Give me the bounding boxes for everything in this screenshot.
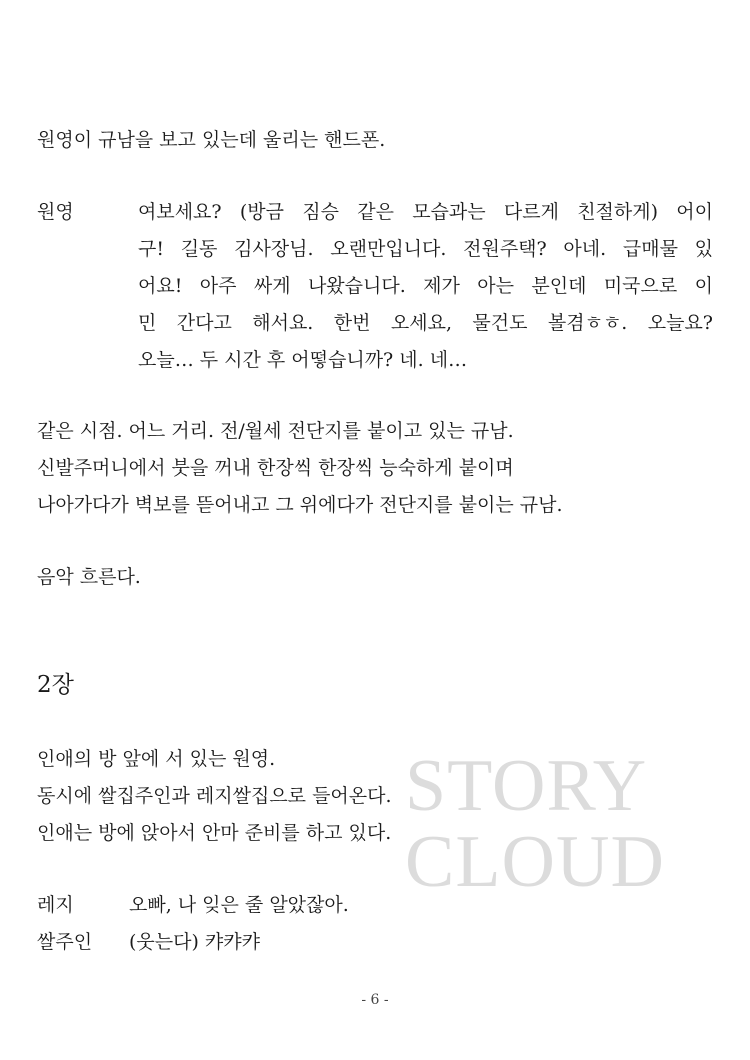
dialogue-line-2: 구! 길동 김사장님. 오랜만입니다. 전원주택? 아네. 급매물 있 xyxy=(138,238,713,260)
dialogue-speaker-reji: 레지 xyxy=(37,894,74,916)
page-number: - 6 - xyxy=(361,992,389,1008)
scene1-action2-line-3: 나아가다가 벽보를 뜯어내고 그 위에다가 전단지를 붙이는 규남. xyxy=(37,494,563,516)
dialogue-speaker-ssaljuin: 쌀주인 xyxy=(37,931,93,953)
scene2-action-line-3: 인애는 방에 앉아서 안마 준비를 하고 있다. xyxy=(37,822,392,844)
scene1-action2-line-2: 신발주머니에서 붓을 꺼내 한장씩 한장씩 능숙하게 붙이며 xyxy=(37,457,514,479)
dialogue-speaker-wonyoung: 원영 xyxy=(37,201,74,223)
scene1-action: 원영이 규남을 보고 있는데 울리는 핸드폰. xyxy=(37,129,386,151)
dialogue-line-5: 오늘… 두 시간 후 어떻습니까? 네. 네… xyxy=(138,349,468,371)
dialogue-line-3: 어요! 아주 싸게 나왔습니다. 제가 아는 분인데 미국으로 이 xyxy=(138,275,713,297)
scene2-action-line-2: 동시에 쌀집주인과 레지쌀집으로 들어온다. xyxy=(37,785,392,807)
dialogue-line-4: 민 간다고 해서요. 한번 오세요, 물건도 볼겸ㅎㅎ. 오늘요? xyxy=(138,312,713,334)
dialogue-line-ssaljuin: (웃는다) 캬캬캬 xyxy=(129,931,260,953)
dialogue-line-1: 여보세요? (방금 짐승 같은 모습과는 다르게 친절하게) 어이 xyxy=(138,201,713,223)
watermark xyxy=(405,745,665,903)
scene2-heading: 2장 xyxy=(37,672,74,698)
scene1-action3: 음악 흐른다. xyxy=(37,566,141,588)
dialogue-line-reji: 오빠, 나 잊은 줄 알았잖아. xyxy=(129,894,349,916)
scene2-action-line-1: 인애의 방 앞에 서 있는 원영. xyxy=(37,748,276,770)
watermark-line-2: CLOUD xyxy=(405,821,665,903)
watermark-line-1: STORY xyxy=(405,745,648,827)
scene1-action2-line-1: 같은 시점. 어느 거리. 전/월세 전단지를 붙이고 있는 규남. xyxy=(37,420,514,442)
